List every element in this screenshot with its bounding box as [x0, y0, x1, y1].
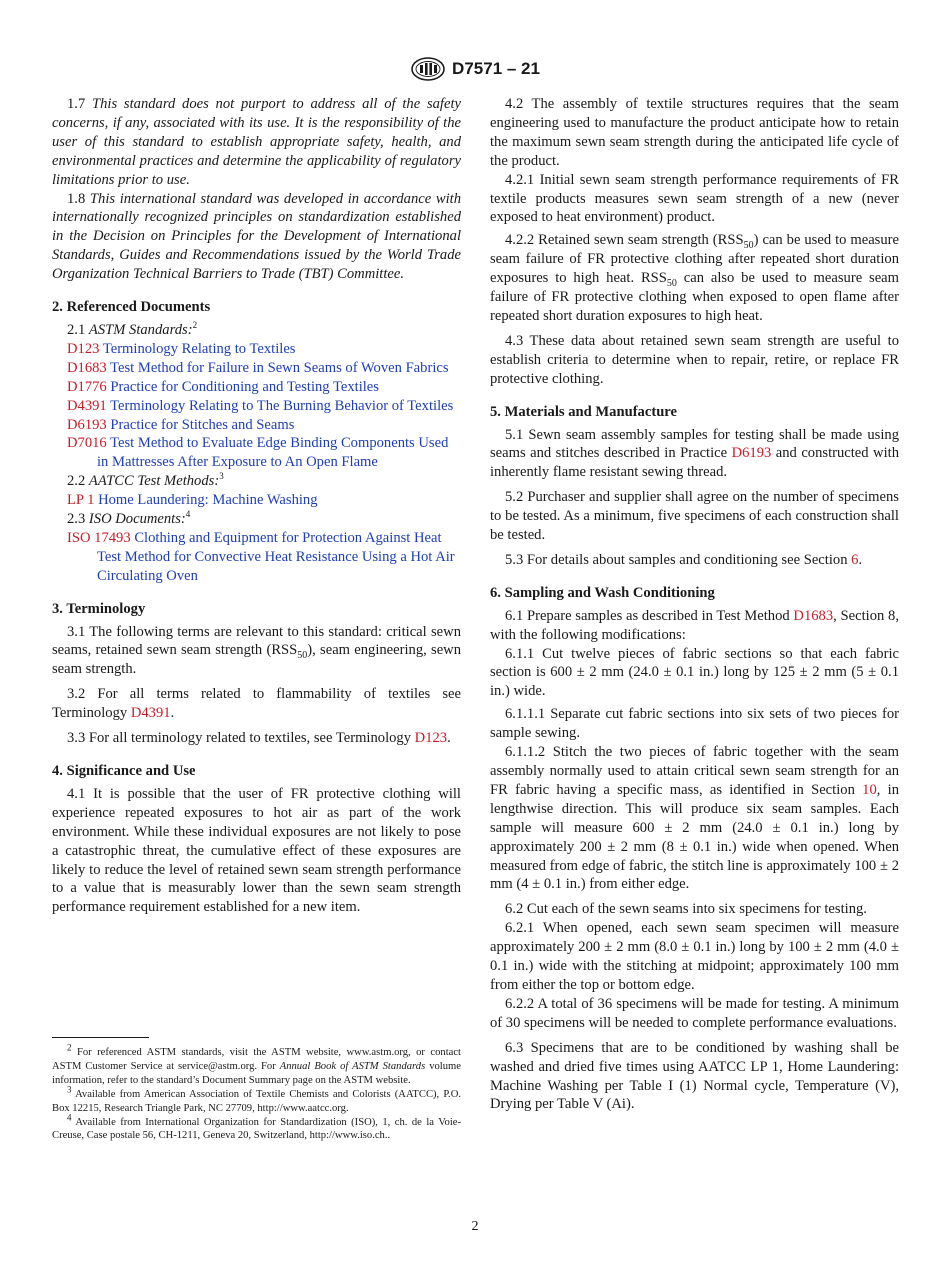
heading-sampling-and-wash: 6. Sampling and Wash Conditioning: [490, 584, 715, 601]
section-4-2: 4.2 The assembly of textile structures requires that the seam engineering used to manufacture the product anticipate how to retain the maximum sewn seam strength during the anticipated life cycle of the product.: [490, 96, 899, 169]
section-3-1: 3.1 The following terms are relevant to this standard: critical sewn seams, retained sewn seam strength $(RSS_{50})$, seam engineering, sewn seam strength.: [52, 623, 462, 678]
iso-documents-label: 2.3 ISO Documents:$^4$: [67, 509, 191, 528]
right-column: [490, 95, 899, 1114]
section-6-2: 6.2 Cut each of the sewn seams into six specimens for testing.: [505, 901, 867, 918]
section-6-2-2: 6.2.2 A total of 36 specimens will be made for testing. A minimum of 30 specimens will be needed to complete performance evaluations.: [490, 995, 899, 1031]
section-5-3: 5.3 For details about samples and conditioning see Section 6.: [505, 551, 863, 568]
section-6-1-1-2: 6.1.1.2 Stitch the two pieces of fabric together with the seam assembly normally used to attain critical sewn seam strength for an FR fabric having a specific mass, as identified in Section 10, in lengthwise direction. This will produce six seam samples. Each sample will measure 600 ± 2 mm (24.0 ± 0.1 in.) long by approximately 200 ± 2 mm (8 ± 0.1 in.) wide when opened. When measured from edge of fabric, the stitch line is approximately 100 ± 2 mm (4 ± 0.1 in.) from either edge.: [490, 744, 899, 893]
section-1-8: 1.8 This international standard was developed in accordance with internationally recognized principles on standardization established in the Decision on Principles for the Development of International Standards, Guides and Recommendations issued by the World Trade Organization Technical Barriers to Trade (TBT) Committee.: [52, 190, 462, 283]
heading-significance-and-use: 4. Significance and Use: [52, 763, 196, 779]
xref-link[interactable]: 6: [851, 551, 859, 568]
section-4-2-2: 4.2.2 Retained sewn seam strength $(RSS_{50})$ can be used to measure seam failure of FR protective clothing after repeated short duration exposures to high heat. $RSS_{50}$ can also be used to measure seam failure of FR protective clothing when exposed to open flame after repeated short duration exposures to high heat.: [490, 232, 899, 324]
astm-standards-label: 2.1 ASTM Standards:$^2$: [67, 320, 198, 338]
xref-link[interactable]: D1683: [793, 607, 834, 624]
section-3-2: 3.2 For all terms related to flammability of textiles see Terminology D4391.: [52, 686, 461, 722]
reference-entry[interactable]: D7016 Test Method to Evaluate Edge Binding Components Used in Mattresses After Exposure to An Open Flame: [67, 435, 449, 471]
section-4-3: 4.3 These data about retained sewn seam strength are useful to establish criteria to determine when to repair, retire, or replace FR protective clothing.: [490, 332, 899, 387]
footnote-4: $^4$ Available from International Organization for Standardization (ISO), 1, ch. de la Voie-Creuse, Case postale 56, CH-1211, Geneva 20, Switzerland, http://www.iso.ch..: [52, 1112, 461, 1142]
section-6-2-1: 6.2.1 When opened, each sewn seam specimen will measure approximately 200 ± 2 mm (8.0 ± 0.1 in.) long by 100 ± 2 mm (4.0 ± 0.1 in.) wide with the stitching at midpoint; approximately 100 mm from either the top or bottom edge.: [490, 920, 899, 993]
heading-referenced-documents: 2. Referenced Documents: [52, 299, 211, 316]
section-6-1-1: 6.1.1 Cut twelve pieces of fabric sections so that each fabric section is 600 ± 2 mm (24.0 ± 0.1 in.) long by 125 ± 2 mm (5 ± 0.1 in.) wide.: [490, 645, 899, 700]
section-6-1: 6.1 Prepare samples as described in Test Method D1683, Section 8, with the following modifications:: [490, 607, 899, 643]
reference-entry[interactable]: D1683 Test Method for Failure in Sewn Seams of Woven Fabrics: [67, 359, 449, 376]
left-column: [52, 95, 461, 917]
section-1-7: 1.7 This standard does not purport to address all of the safety concerns, if any, associated with its use. It is the responsibility of the user of this standard to establish appropriate safety, health, and environmental practices and determine the applicability of regulatory limitations prior to use.: [52, 96, 461, 188]
xref-link[interactable]: 10: [862, 781, 877, 798]
section-5-1: 5.1 Sewn seam assembly samples for testing shall be made using seams and stitches described in Practice D6193 and constructed with inherently flame resistant sewing thread.: [490, 426, 899, 481]
aatcc-methods-label: 2.2 AATCC Test Methods:$^3$: [67, 471, 224, 490]
section-5-2: 5.2 Purchaser and supplier shall agree on the number of specimens to be tested. As a minimum, five specimens of each construction shall be tested.: [490, 489, 899, 544]
footnotes: [52, 1042, 461, 1143]
document-designation: D7571 – 21: [452, 59, 540, 78]
section-4-2-1: 4.2.1 Initial sewn seam strength performance requirements of FR textile products measures sewn seam strength of a new (never exposed to heat environment) product.: [490, 171, 899, 226]
heading-materials-and-manufacture: 5. Materials and Manufacture: [490, 403, 677, 420]
footnote-divider: [52, 1037, 149, 1038]
heading-terminology: 3. Terminology: [52, 600, 146, 617]
reference-entry[interactable]: D123 Terminology Relating to Textiles: [67, 340, 296, 357]
astm-logo-icon: [410, 56, 446, 82]
page-header: [0, 56, 950, 82]
reference-entry[interactable]: D6193 Practice for Stitches and Seams: [67, 416, 295, 433]
section-4-1: 4.1 It is possible that the user of FR protective clothing will experience repeated exposures to hot air as part of the work environment. While these individual exposures are not likely to pose a catastrophic threat, the cumulative effect of these exposures are likely to reduce the level of retained sewn seam strength performance to a value that is measurably lower than the sewn seam strength performance requirement established for a new item.: [52, 785, 461, 916]
reference-entry[interactable]: D1776 Practice for Conditioning and Testing Textiles: [67, 378, 379, 395]
page-number: 2: [471, 1219, 479, 1234]
xref-link[interactable]: D6193: [731, 445, 772, 462]
section-6-3: 6.3 Specimens that are to be conditioned by washing shall be washed and dried five times using AATCC LP 1, Home Laundering: Machine Washing per Table I (1) Normal cycle, Temperature (V), Drying per Table V (Ai).: [490, 1039, 899, 1113]
section-3-3: 3.3 For all terminology related to textiles, see Terminology D123.: [67, 730, 451, 747]
reference-entry[interactable]: LP 1 Home Laundering: Machine Washing: [67, 492, 318, 509]
section-6-1-1-1: 6.1.1.1 Separate cut fabric sections into six sets of two pieces for sample sewing.: [490, 706, 899, 742]
footnote-3: $^3$ Available from American Association of Textile Chemists and Colorists (AATCC), P.O. Box 12215, Research Triangle Park, NC 27709, http://www.aatcc.org.: [52, 1084, 461, 1114]
footnote-2: $^2$ For referenced ASTM standards, visit the ASTM website, www.astm.org, or contact ASTM Customer Service at service@astm.org. For Annual Book of ASTM Standards volume information, refer to the standard’s Document Summary page on the ASTM website.: [52, 1042, 461, 1086]
xref-link[interactable]: D123: [414, 730, 448, 747]
xref-link[interactable]: D4391: [130, 705, 171, 722]
reference-entry[interactable]: D4391 Terminology Relating to The Burning Behavior of Textiles: [67, 397, 454, 414]
reference-entry[interactable]: ISO 17493 Clothing and Equipment for Protection Against Heat Test Method for Convective Heat Resistance Using a Hot Air Circulating Oven: [67, 529, 455, 584]
